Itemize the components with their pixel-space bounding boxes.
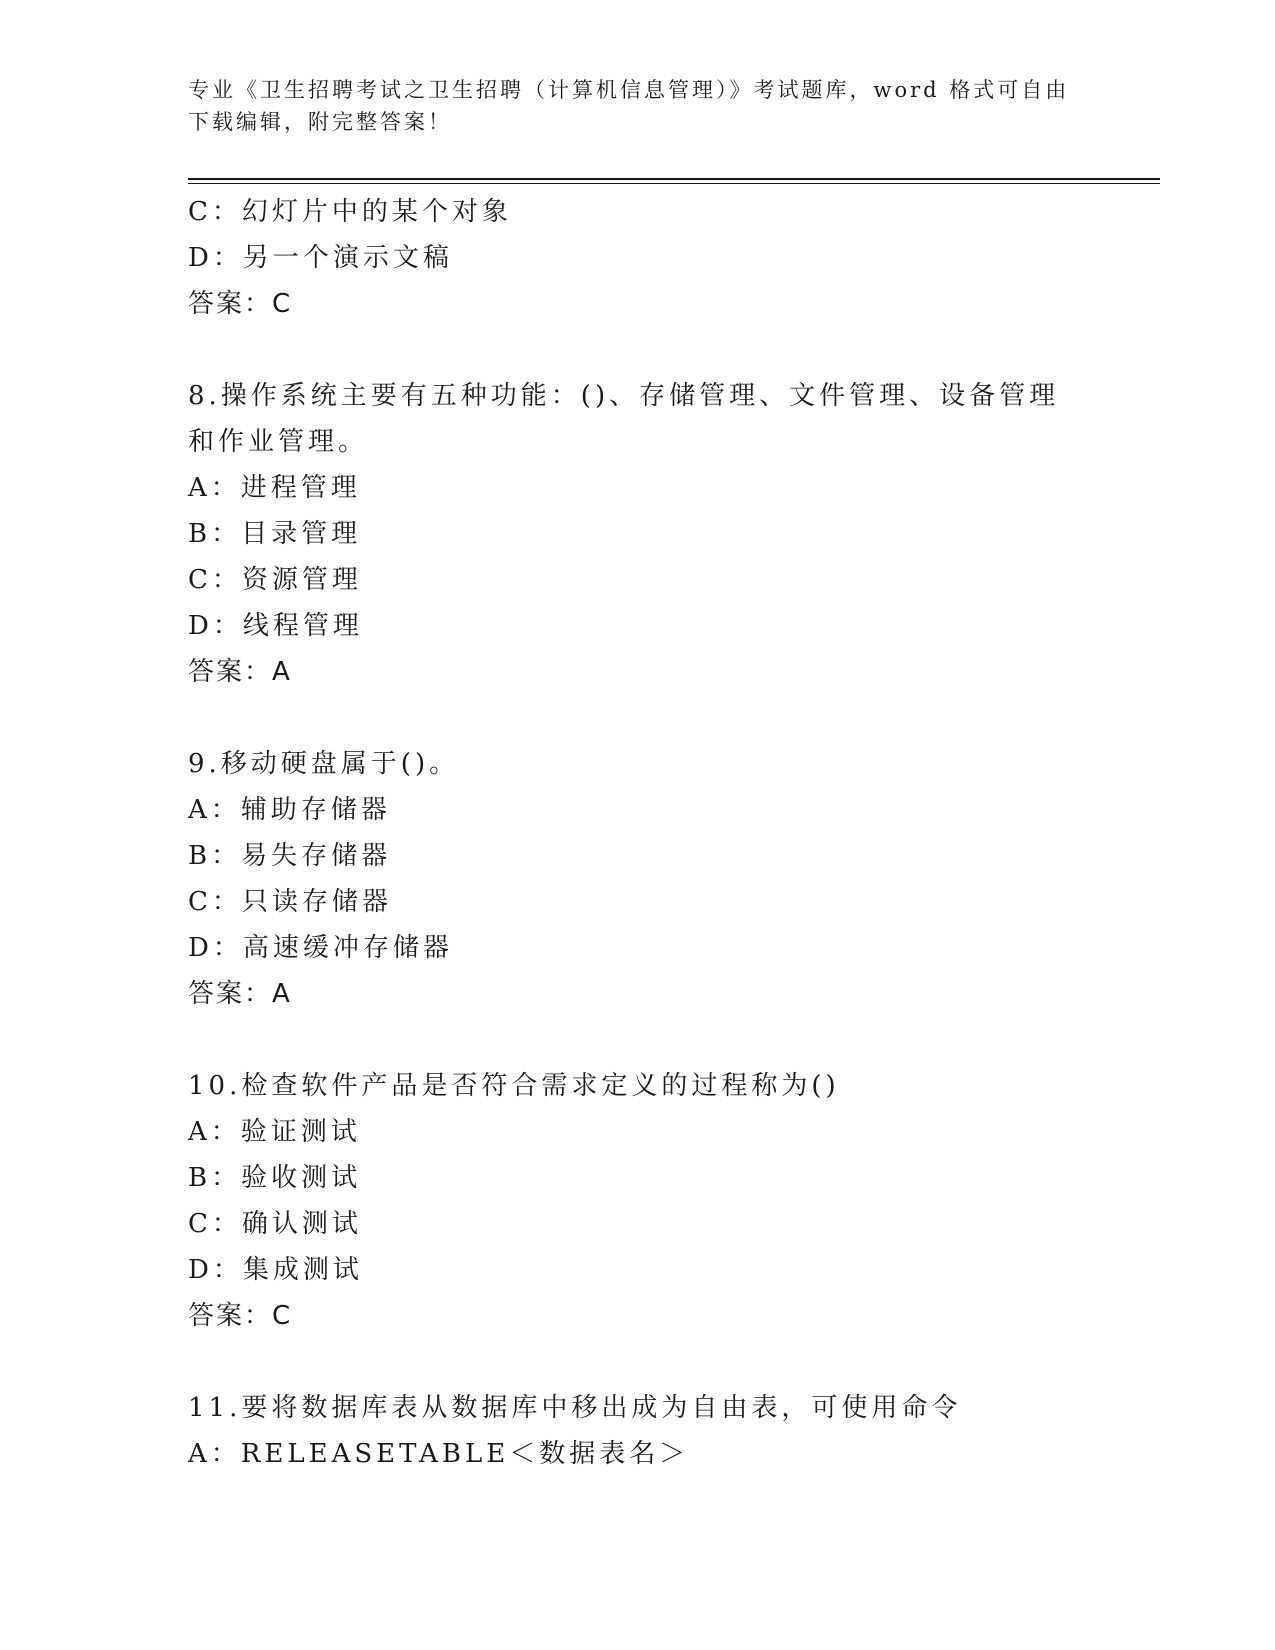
document-header: 专业《卫生招聘考试之卫生招聘（计算机信息管理）》考试题库，word 格式可自由下载编辑，附完整答案！ (188, 78, 1070, 134)
option-b: B：验收测试 (188, 1163, 362, 1193)
header-divider-thick (188, 178, 1160, 180)
question-text: 9.移动硬盘属于()。 (188, 749, 460, 779)
option-d: D：另一个演示文稿 (188, 243, 453, 273)
answer: 答案：A (188, 657, 292, 687)
question-11 (188, 1385, 1088, 1477)
question-8 (188, 373, 1088, 695)
question-10 (188, 1063, 1088, 1339)
option-a: A：辅助存储器 (188, 795, 391, 825)
option-c: C：只读存储器 (188, 887, 392, 917)
option-b: B：易失存储器 (188, 841, 392, 871)
question-list (188, 189, 1088, 1477)
option-a: A：验证测试 (188, 1117, 361, 1147)
option-a: A：RELEASETABLE＜数据表名＞ (188, 1439, 690, 1469)
question-text: 11.要将数据库表从数据库中移出成为自由表，可使用命令 (188, 1393, 962, 1423)
question-text: 10.检查软件产品是否符合需求定义的过程称为() (188, 1071, 840, 1101)
option-c: C：确认测试 (188, 1209, 362, 1239)
option-d: D：线程管理 (188, 611, 363, 641)
header-divider-thin (188, 183, 1160, 184)
question-7-tail (188, 189, 1088, 327)
answer: 答案：C (188, 1301, 293, 1331)
option-a: A：进程管理 (188, 473, 361, 503)
option-d: D：集成测试 (188, 1255, 363, 1285)
question-text: 8.操作系统主要有五种功能：()、存储管理、文件管理、设备管理和作业管理。 (188, 381, 1060, 457)
option-d: D：高速缓冲存储器 (188, 933, 453, 963)
answer: 答案：A (188, 979, 292, 1009)
option-c: C：资源管理 (188, 565, 362, 595)
option-c: C：幻灯片中的某个对象 (188, 197, 512, 227)
answer: 答案：C (188, 289, 293, 319)
question-9 (188, 741, 1088, 1017)
option-b: B：目录管理 (188, 519, 362, 549)
